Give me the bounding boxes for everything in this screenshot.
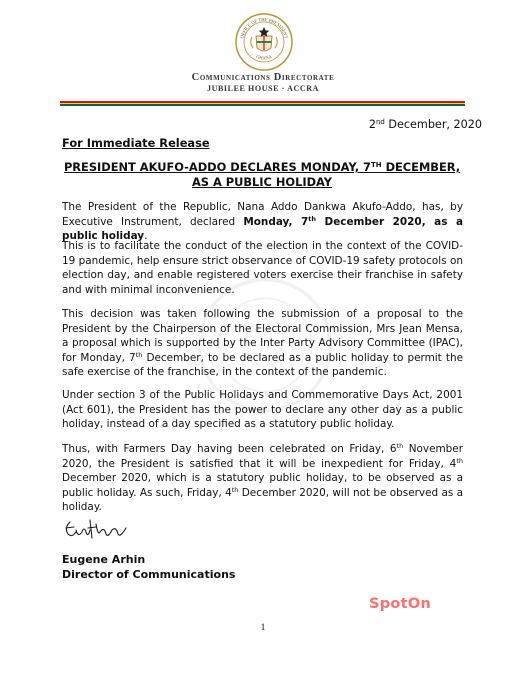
signatory-block (62, 552, 235, 582)
signatory-title: Director of Communications (62, 568, 236, 581)
presidential-seal-icon (234, 12, 294, 72)
paragraph-2: This is to facilitate the conduct of the election in the context of the COVID-19 pandemic, help ensure strict observance of COVID-19 safety protocols on election day, and enable registered voters exercise their franchise in safety and with minimal inconvenience. (62, 240, 463, 296)
paragraph-3: This decision was taken following the submission of a proposal to the President by the Chairperson of the Electoral Commission, Mrs Jean Mensa, a proposal which is supported by the Inter Party Advisory Committee (IPAC), for Monday, 7th December, to be declared as a public holiday to permit the safe exercise of the franchise, in the context of the pandemic. (62, 308, 463, 379)
immediate-release-label: For Immediate Release (62, 136, 210, 150)
release-date: 2nd December, 2020 (368, 118, 482, 131)
org-address: JUBILEE HOUSE · ACCRA (207, 84, 319, 93)
letterhead-organization (0, 72, 526, 93)
org-name: Communications Directorate (191, 72, 335, 83)
seal-bottom-text: GHANA (255, 53, 273, 61)
signatory-name: Eugene Arhin (62, 553, 146, 566)
stripe-green (60, 104, 465, 106)
handwritten-signature (60, 516, 140, 546)
seal-top-text: OFFICE OF THE PRESIDENT (239, 16, 289, 40)
headline: PRESIDENT AKUFO-ADDO DECLARES MONDAY, 7TH DECEMBER, AS A PUBLIC HOLIDAY (63, 160, 461, 189)
paragraph-1: The President of the Republic, Nana Addo Dankwa Akufo-Addo, has, by Executive Instrument, declared Monday, 7th December 2020, as a public holiday. (62, 201, 463, 243)
paragraph-5: Thus, with Farmers Day having been celebrated on Friday, 6th November 2020, the President is satisfied that it will be inexpedient for Friday, 4th December 2020, which is a statutory public holiday, to be observed as a public holiday. As such, Friday, 4th December 2020, will not be observed as a holiday. (62, 442, 463, 514)
spoton-watermark: SpotOn (369, 596, 432, 612)
svg-text:GHANA (256, 54, 274, 61)
page-number: 1 (260, 623, 266, 633)
national-color-stripes (60, 101, 465, 106)
paragraph-4: Under section 3 of the Public Holidays and Commemorative Days Act, 2001 (Act 601), the President has the power to declare any other day as a public holiday, instead of a day specified as a statutory public holiday. (62, 389, 463, 431)
